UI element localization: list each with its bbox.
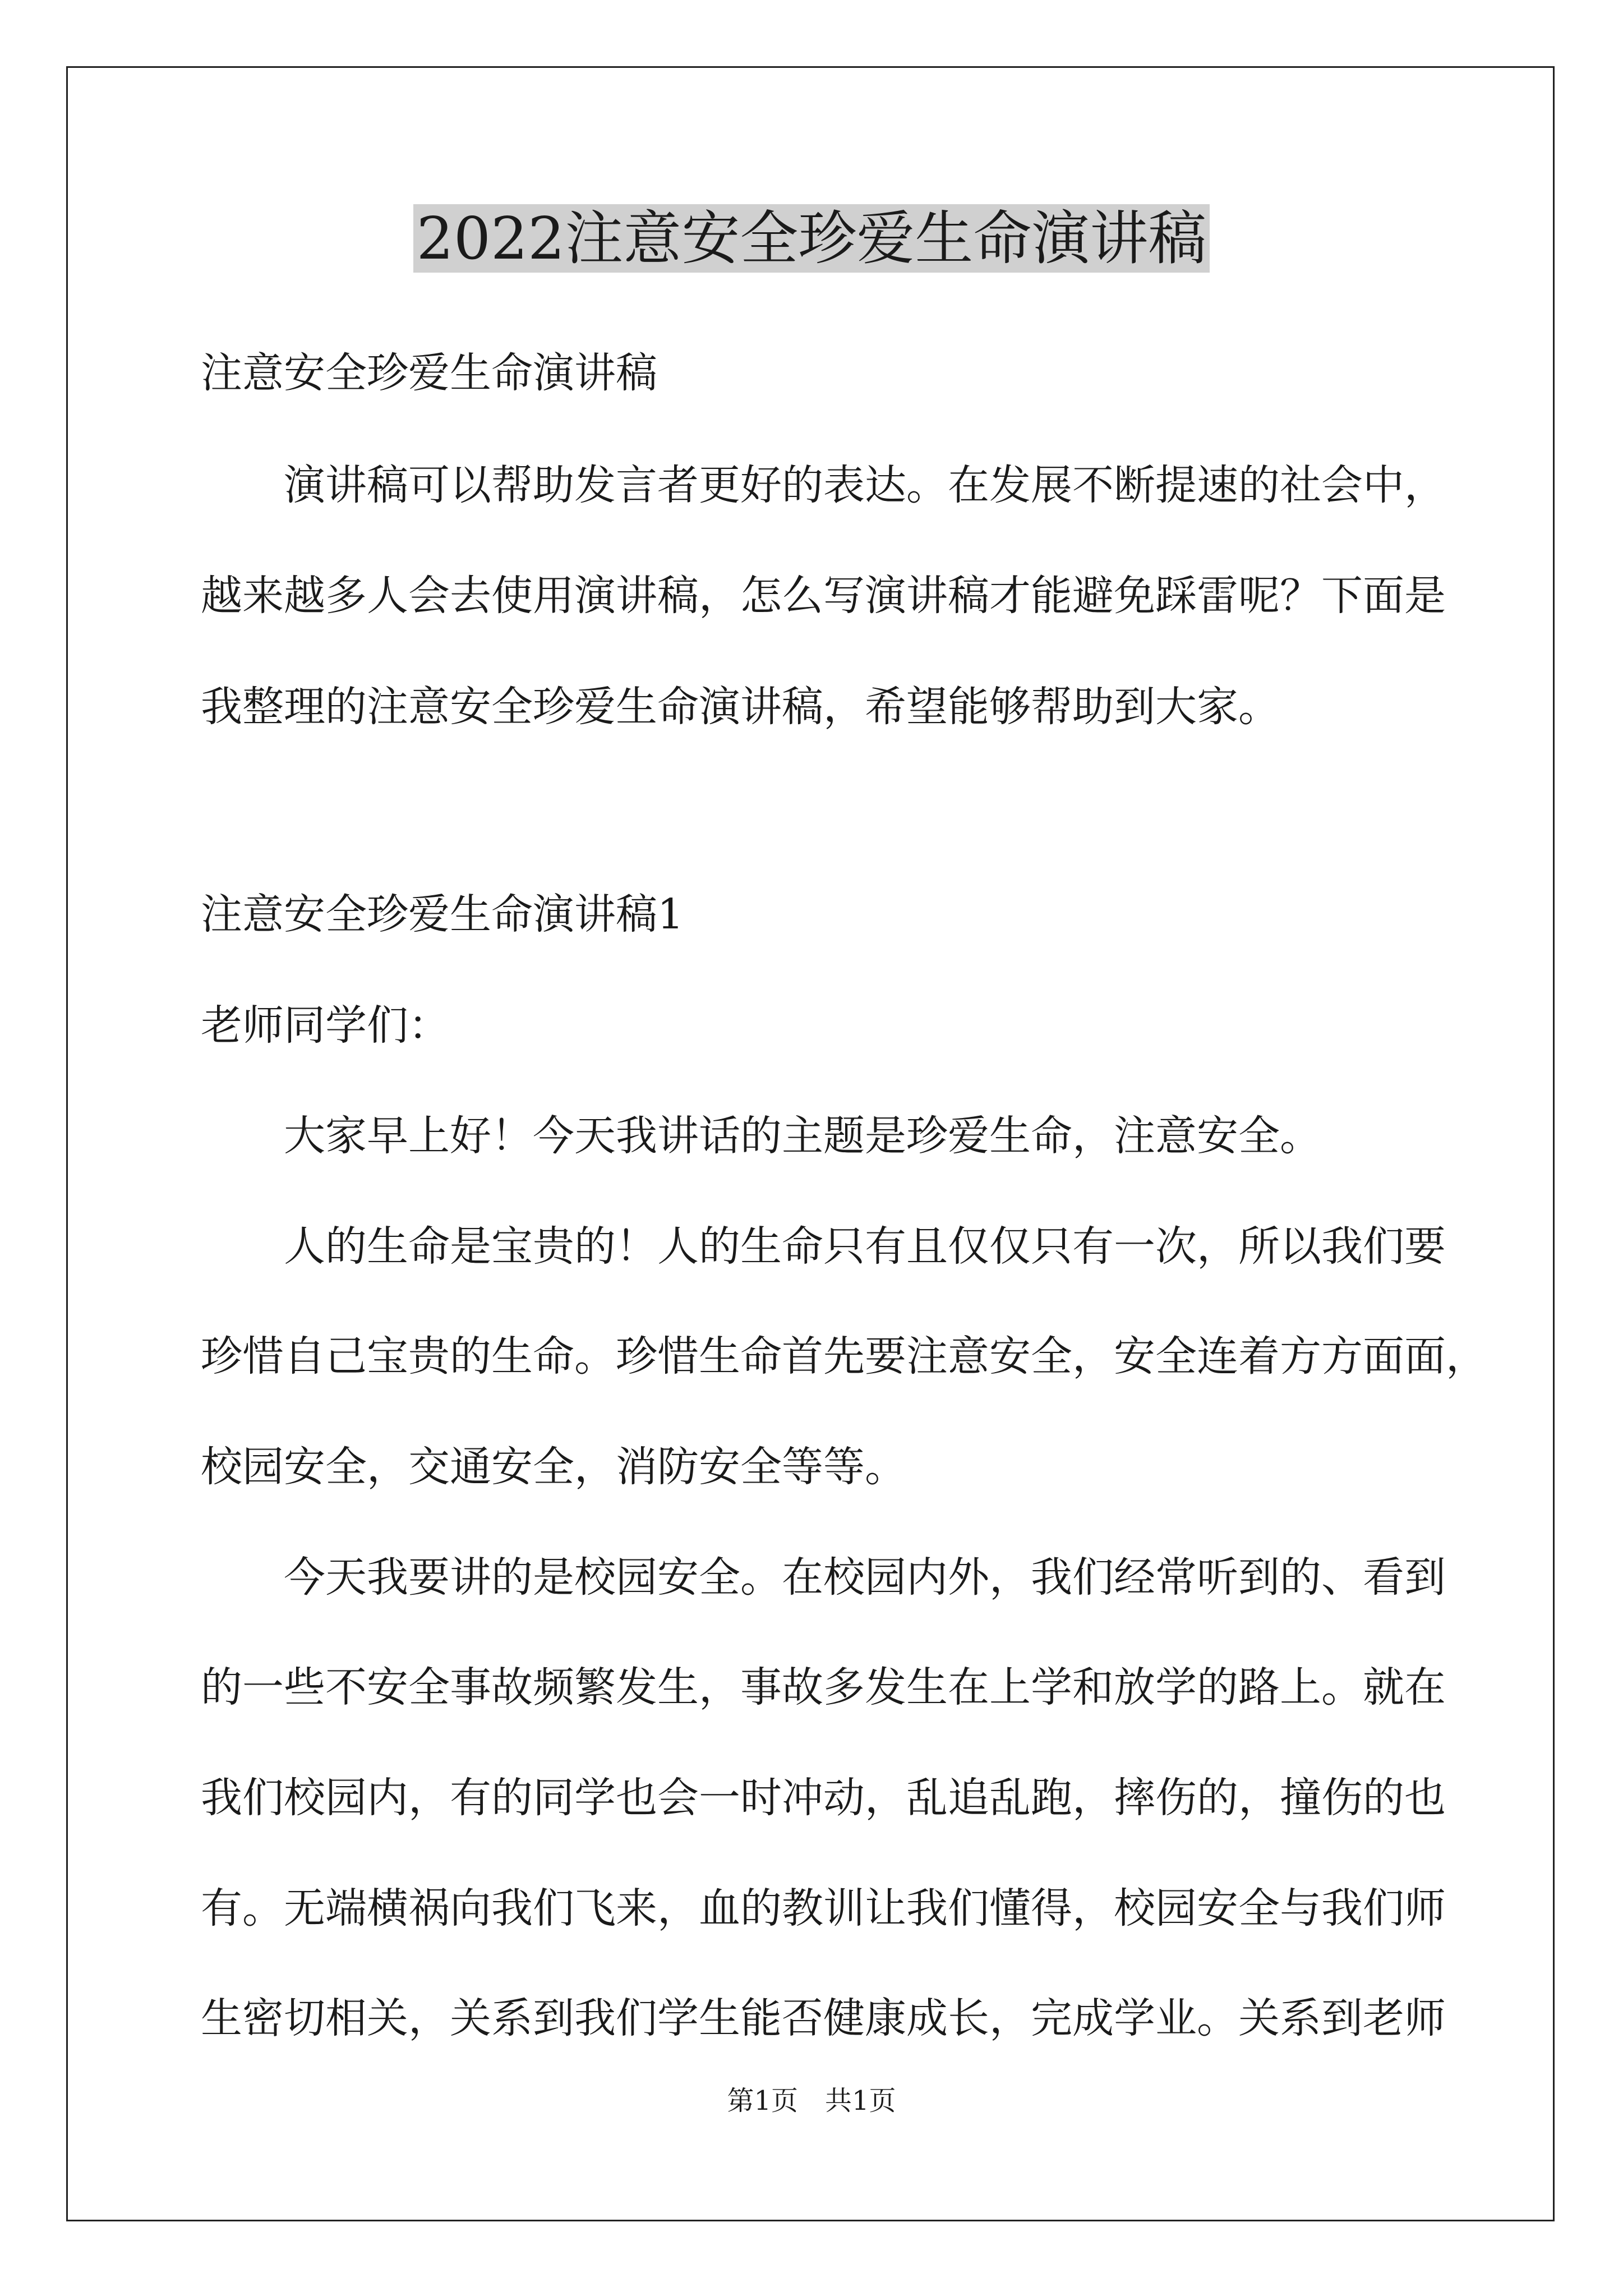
salutation-line: 老师同学们： — [201, 1001, 450, 1050]
body-line: 生密切相关，关系到我们学生能否健康成长，完成学业。关系到老师 — [201, 1994, 1446, 2042]
body-line: 人的生命是宝贵的！人的生命只有且仅仅只有一次，所以我们要 — [201, 1222, 1446, 1271]
body-line: 今天我要讲的是校园安全。在校园内外，我们经常听到的、看到 — [201, 1553, 1446, 1602]
body-line: 珍惜自己宝贵的生命。珍惜生命首先要注意安全，安全连着方方面面， — [201, 1332, 1487, 1381]
section-heading: 注意安全珍爱生命演讲稿1 — [201, 890, 684, 938]
body-line: 的一些不安全事故频繁发生，事故多发生在上学和放学的路上。就在 — [201, 1663, 1446, 1711]
page-footer: 第1页 共1页 — [727, 2085, 896, 2116]
body-line: 演讲稿可以帮助发言者更好的表达。在发展不断提速的社会中， — [201, 461, 1446, 509]
document-title — [0, 199, 1623, 278]
body-line: 越来越多人会去使用演讲稿，怎么写演讲稿才能避免踩雷呢？下面是 — [201, 572, 1446, 620]
subtitle-line: 注意安全珍爱生命演讲稿 — [201, 349, 657, 397]
body-line: 我们校园内，有的同学也会一时冲动，乱追乱跑，摔伤的，撞伤的也 — [201, 1774, 1446, 1822]
body-line: 大家早上好！今天我讲话的主题是珍爱生命，注意安全。 — [201, 1112, 1321, 1160]
body-line: 我整理的注意安全珍爱生命演讲稿，希望能够帮助到大家。 — [201, 683, 1280, 731]
document-title-text: 2022注意安全珍爱生命演讲稿 — [413, 204, 1210, 273]
body-line: 校园安全，交通安全，消防安全等等。 — [201, 1443, 906, 1491]
body-line: 有。无端横祸向我们飞来，血的教训让我们懂得，校园安全与我们师 — [201, 1884, 1446, 1932]
